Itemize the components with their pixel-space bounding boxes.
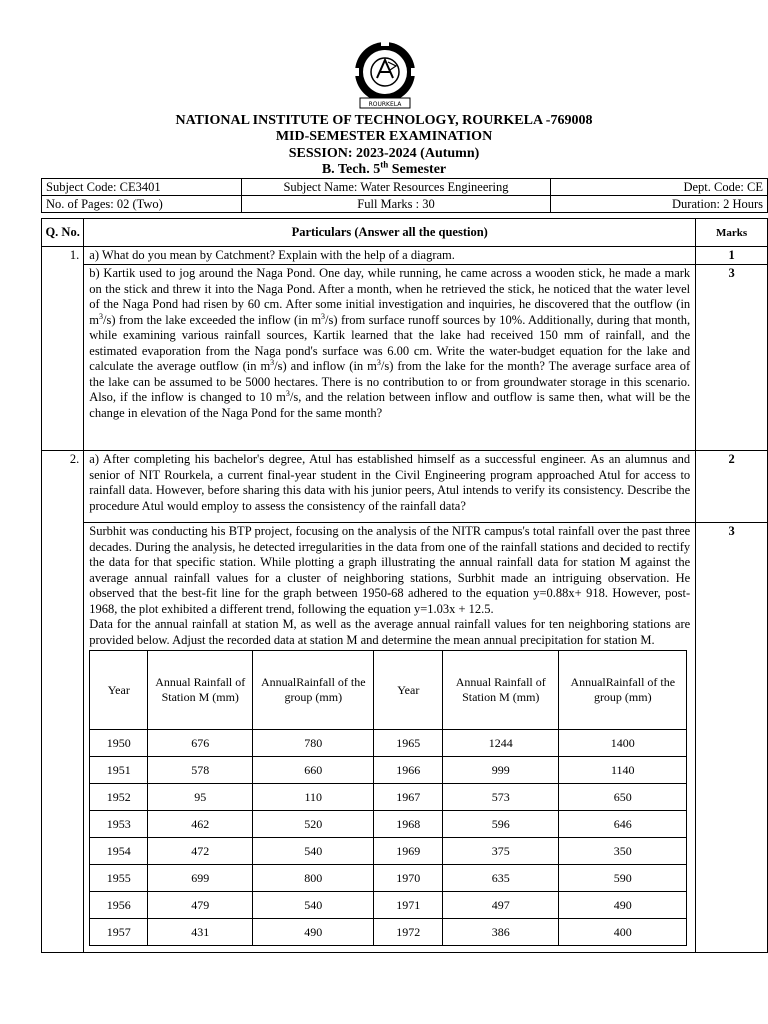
question-number: 1. <box>42 247 84 451</box>
col-header: Year <box>90 651 148 730</box>
marks-1a: 1 <box>696 247 768 265</box>
question-2b-data-intro: Data for the annual rainfall at station M, as well as the average annual rainfall values for ten neighboring stations are provided below. Adjust the recorded data at station M and determine the mean annual precipitation for station M. <box>89 617 691 647</box>
question-table <box>41 218 768 953</box>
table-row: 1957 431 490 1972 386 400 <box>90 919 687 946</box>
question-1b: b) Kartik used to jog around the Naga Pond. One day, while running, he came across a wooden stick, he made a mark on the stick and threw it into the Naga Pond. After a month, when he retrieved the stick, he noticed that the water level of the Naga Pond had risen by 60 cm. After some initial investigation and inquiries, he discovered that the outflow (in $m^3/s$) from the lake exceeded the inflow (in $m^3/s$) from surface runoff sources by 10%. Additionally, during that month, while examining various rainfall sources, Kartik learned that the lake had received 150 mm of rainfall, and the estimated evaporation from the Naga pond's surface was 6.00 cm. Write the water-budget equation for the lake and calculate the average outflow (in $m^3/s$) and inflow (in $m^3/s$) from the lake for the month? The average surface area of the lake can be assumed to be 5000 hectares. There is no contribution to or from groundwater storage in this scenario. Also, if the inflow is changed to 10 $m^3/s$, and the relation between inflow and outflow is same then, what will be the change in elevation of the Naga Pond for the same month? <box>84 265 696 451</box>
qno-header: Q. No. <box>42 219 84 247</box>
question-2a: a) After completing his bachelor's degree, Atul has established himself as a successful engineer. As an alumnus and senior of NIT Rourkela, a current final-year student in the Civil Engineering program approached Atul for access to rainfall data. However, before sharing this data with his junior peers, Atul intends to verify its consistency. Describe the procedure Atul would employ to assess the consistency of the rainfall data? <box>84 451 696 523</box>
table-row: 1954 472 540 1969 375 350 <box>90 838 687 865</box>
session-title: SESSION: 2023-2024 (Autumn) <box>288 146 480 161</box>
question-number: 2. <box>42 451 84 953</box>
marks-header: Marks <box>696 219 768 247</box>
table-row: 1950 676 780 1965 1244 1400 <box>90 730 687 757</box>
table-row: 1952 95 110 1967 573 650 <box>90 784 687 811</box>
col-header: Annual Rainfall of Station M (mm) <box>148 651 253 730</box>
col-header: Year <box>374 651 443 730</box>
svg-text:ROURKELA: ROURKELA <box>368 101 402 108</box>
marks-1b: 3 <box>696 265 768 451</box>
institute-title: NATIONAL INSTITUTE OF TECHNOLOGY, ROURKELA -769008 <box>175 113 593 128</box>
particulars-header: Particulars (Answer all the question) <box>84 219 696 247</box>
col-header: AnnualRainfall of the group (mm) <box>559 651 687 730</box>
exam-info-table <box>41 178 768 213</box>
table-row: 1955 699 800 1970 635 590 <box>90 865 687 892</box>
question-1a: a) What do you mean by Catchment? Explain with the help of a diagram. <box>84 247 696 265</box>
table-row: 1956 479 540 1971 497 490 <box>90 892 687 919</box>
exam-title: MID-SEMESTER EXAMINATION <box>275 129 493 144</box>
table-row: 1951 578 660 1966 999 1140 <box>90 757 687 784</box>
dept-code: Dept. Code: CE <box>551 179 768 196</box>
institute-logo <box>352 40 418 110</box>
question-2b-text: Surbhit was conducting his BTP project, focusing on the analysis of the NITR campus's total rainfall over the past three decades. During the analysis, he detected irregularities in the data from one of the rainfall stations and decided to rectify the data for that specific station. While plotting a graph illustrating the annual rainfall data for station M against the average annual rainfall values for a cluster of neighboring stations, Surbhit made an intriguing observation. He observed that the best-fit line for the graph between 1950-68 adhered to the equation y=0.88x+ 918. However, post-1968, the plot exhibited a different trend, following the equation y=1.03x + 12.5. <box>89 524 691 616</box>
col-header: Annual Rainfall of Station M (mm) <box>443 651 559 730</box>
col-header: AnnualRainfall of the group (mm) <box>253 651 374 730</box>
table-row: 1953 462 520 1968 596 646 <box>90 811 687 838</box>
marks-2b: 3 <box>696 523 768 953</box>
full-marks: Full Marks : 30 <box>242 196 551 213</box>
page-count: No. of Pages: 02 (Two) <box>42 196 242 213</box>
semester-title: B. Tech. 5th Semester <box>321 159 447 177</box>
subject-code: Subject Code: CE3401 <box>42 179 242 196</box>
subject-name: Subject Name: Water Resources Engineering <box>242 179 551 196</box>
rainfall-data-table <box>89 650 687 946</box>
marks-2a: 2 <box>696 451 768 523</box>
question-2b <box>84 523 696 953</box>
duration: Duration: 2 Hours <box>551 196 768 213</box>
